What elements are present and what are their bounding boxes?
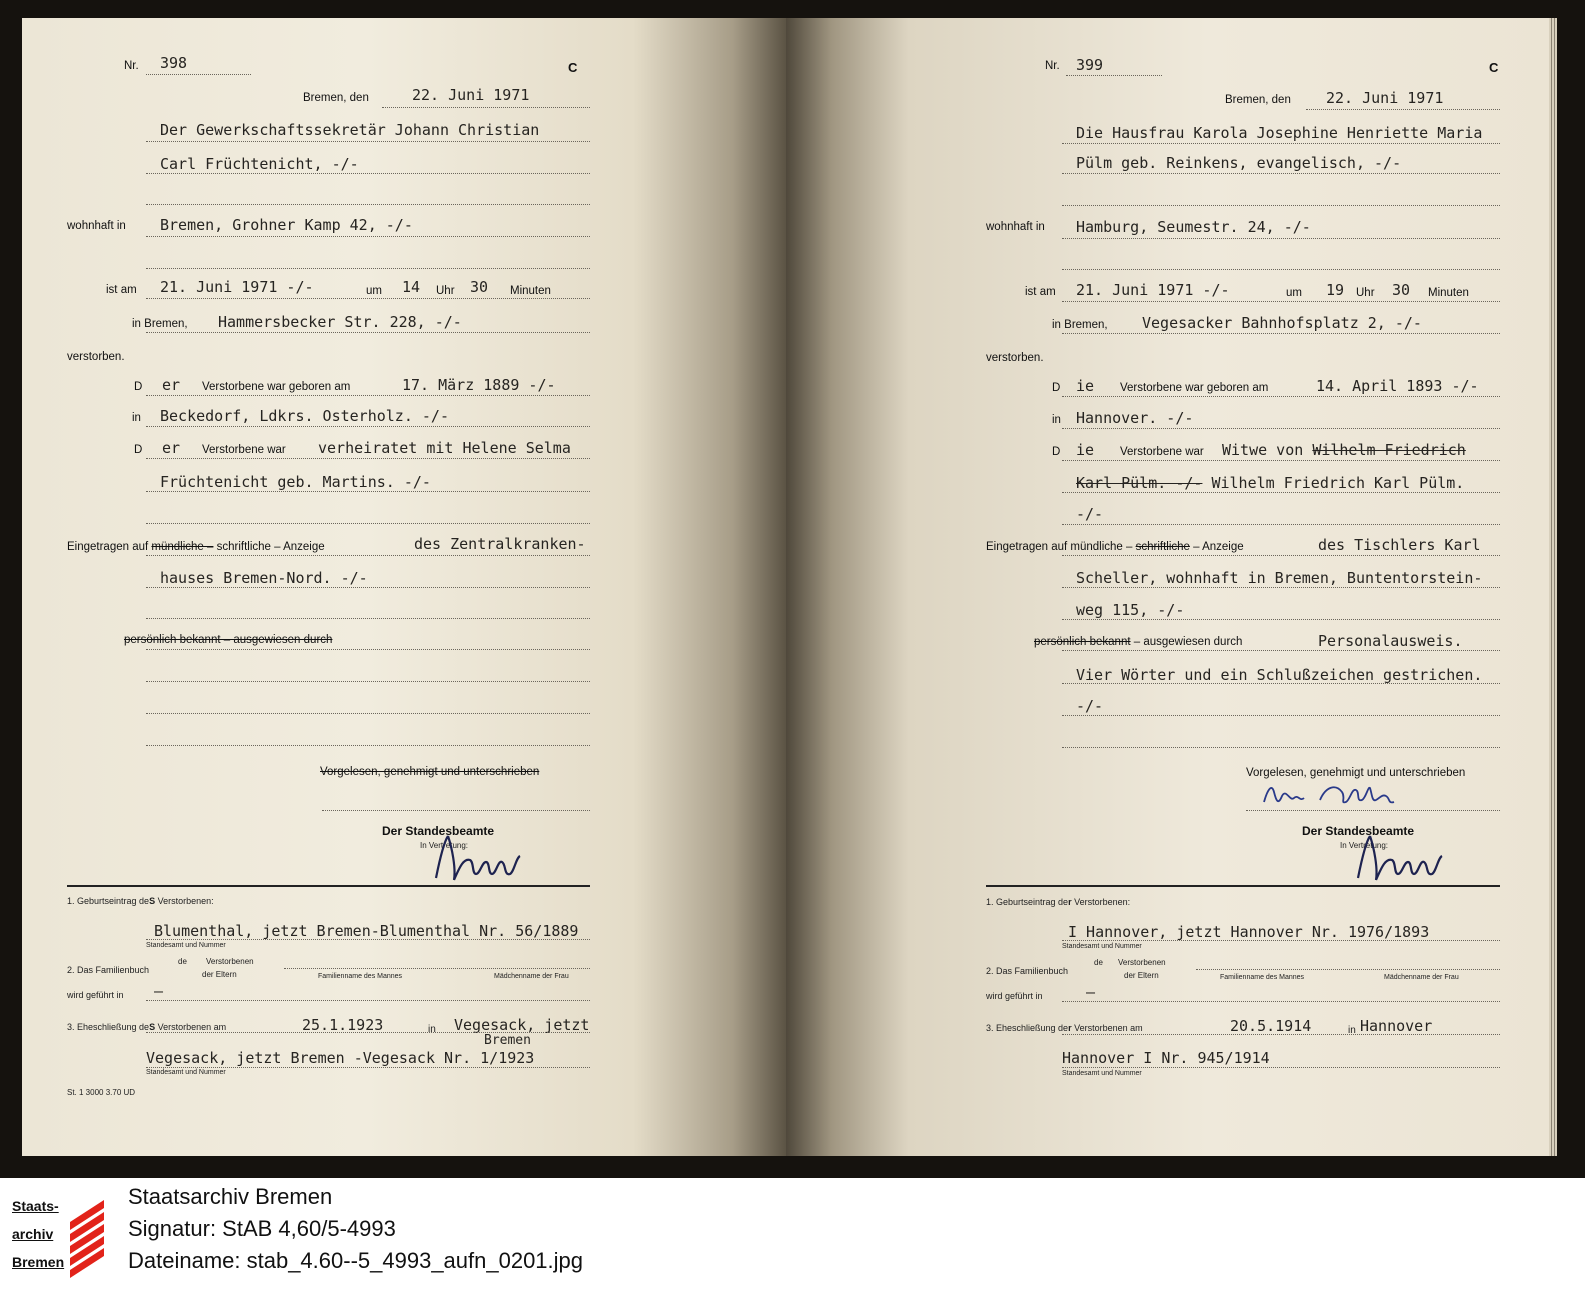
familienbuch-label: 2. Das Familienbuch: [67, 965, 150, 975]
ehe-label: 3. Eheschließung der Verstorbenen am: [986, 1023, 1143, 1033]
note-line-1: Vier Wörter und ein Schlußzeichen gestrichen.: [1076, 666, 1483, 684]
place-date-label: Bremen, den: [1225, 94, 1291, 106]
person-line-1: Der Gewerkschaftssekretär Johann Christian: [160, 121, 540, 139]
vertretung-label: In Vertretung:: [420, 841, 469, 850]
standesbeamte-title: Der Standesbeamte: [1302, 824, 1415, 838]
um-label: um: [366, 285, 382, 297]
born-label: Verstorbene war geboren am: [202, 381, 351, 393]
nr-label: Nr.: [124, 60, 139, 72]
maedchenname-label: Mädchenname der Frau: [1384, 974, 1459, 981]
page-marker: C: [1489, 60, 1499, 75]
death-hour: 19: [1326, 281, 1345, 299]
death-place: Hammersbecker Str. 228, -/-: [218, 313, 462, 331]
death-hour: 14: [402, 278, 421, 296]
logo-text-2: archiv: [12, 1226, 54, 1242]
death-date: 21. Juni 1971 -/-: [1076, 281, 1230, 299]
bekannt-line: persönlich bekannt – ausgewiesen durch: [1034, 636, 1243, 648]
wohnhaft-label: wohnhaft in: [67, 220, 126, 232]
ehe-place: Vegesack, jetzt: [454, 1016, 590, 1034]
anzeige-line-1: des Tischlers Karl: [1318, 536, 1481, 554]
vertretung-label: In Vertretung:: [1340, 841, 1389, 850]
ehe-entry: Hannover I Nr. 945/1914: [1062, 1049, 1270, 1067]
gender-suffix-2: er: [162, 439, 181, 457]
geburt-entry: I Hannover, jetzt Hannover Nr. 1976/1893: [1068, 923, 1430, 941]
record-date: 22. Juni 1971: [412, 86, 530, 104]
married-label: Verstorbene war: [1120, 446, 1204, 458]
married-line-3: -/-: [1076, 505, 1104, 523]
ehe-label: 3. Eheschließung deS Verstorbenen am: [67, 1022, 227, 1032]
registrar-signature: [1352, 828, 1452, 888]
entry-number: 398: [160, 54, 188, 72]
ehe-place-2: Bremen: [484, 1033, 531, 1048]
file-name: Dateiname: stab_4.60--5_4993_aufn_0201.jpg: [128, 1248, 584, 1273]
in-bremen-label: in Bremen,: [1052, 319, 1108, 331]
d-label-1: D: [134, 381, 143, 393]
standesamt-label-1: Standesamt und Nummer: [1062, 943, 1142, 950]
maedchenname-label: Mädchenname der Frau: [494, 973, 569, 980]
vorgelesen-line: Vorgelesen, genehmigt und unterschrieben: [320, 766, 540, 778]
in-label: in: [1052, 414, 1061, 426]
der-eltern-label: der Eltern: [1124, 971, 1159, 980]
birth-place: Beckedorf, Ldkrs. Osterholz. -/-: [160, 407, 449, 425]
birth-date: 14. April 1893 -/-: [1316, 377, 1479, 395]
right-page: [786, 18, 1552, 1156]
ehe-date: 20.5.1914: [1230, 1017, 1312, 1035]
standesbeamte-title: Der Standesbeamte: [382, 824, 495, 838]
standesamt-label-1: Standesamt und Nummer: [146, 942, 226, 949]
archive-name: Staatsarchiv Bremen: [128, 1184, 333, 1209]
der-eltern-label: der Eltern: [202, 970, 237, 979]
gender-suffix-2: ie: [1076, 441, 1095, 459]
death-date: 21. Juni 1971 -/-: [160, 278, 314, 296]
gefuehrt-value: –: [154, 982, 164, 1000]
married-line-2: Früchtenicht geb. Martins. -/-: [160, 473, 431, 491]
anzeige-line-2: hauses Bremen-Nord. -/-: [160, 569, 368, 587]
page-marker: C: [568, 60, 578, 75]
married-label: Verstorbene war: [202, 444, 286, 456]
ehe-place: Hannover: [1360, 1017, 1433, 1035]
staatsarchiv-logo: [10, 1196, 106, 1278]
gender-suffix-1: ie: [1076, 377, 1095, 395]
logo-text-1: Staats-: [12, 1198, 59, 1214]
familienname-mann-label: Familienname des Mannes: [1220, 974, 1305, 981]
archive-footer: [0, 1178, 1585, 1300]
death-minute: 30: [470, 278, 489, 296]
uhr-label: Uhr: [436, 285, 455, 297]
ehe-in-label: in: [428, 1024, 436, 1035]
signature-ref: Signatur: StAB 4,60/5-4993: [128, 1216, 396, 1241]
anzeige-line-1: des Zentralkranken-: [414, 535, 586, 553]
anzeige-line-3: weg 115, -/-: [1076, 601, 1185, 619]
d-label-1: D: [1052, 382, 1061, 394]
left-page: [22, 18, 786, 1156]
ehe-date: 25.1.1923: [302, 1016, 384, 1034]
ehe-entry: Vegesack, jetzt Bremen -Vegesack Nr. 1/1923: [146, 1049, 535, 1067]
verstorben-label: verstorben.: [67, 351, 125, 363]
standesamt-label-2: Standesamt und Nummer: [1062, 1070, 1142, 1077]
verstorbenen-label: Verstorbenen: [206, 957, 254, 966]
ist-am-label: ist am: [106, 284, 137, 296]
ist-am-label: ist am: [1025, 286, 1056, 298]
standesamt-label-2: Standesamt und Nummer: [146, 1069, 226, 1076]
geburt-entry: Blumenthal, jetzt Bremen-Blumenthal Nr. 56/1889: [154, 922, 579, 940]
person-line-2: Pülm geb. Reinkens, evangelisch, -/-: [1076, 154, 1402, 172]
in-label: in: [132, 412, 141, 424]
married-line-2: Karl Pülm. -/- Wilhelm Friedrich Karl Pülm.: [1076, 474, 1465, 492]
geburt-label: 1. Geburtseintrag der Verstorbenen:: [986, 897, 1131, 907]
death-place: Vegesacker Bahnhofsplatz 2, -/-: [1142, 314, 1422, 332]
person-line-2: Carl Früchtenicht, -/-: [160, 155, 359, 173]
minuten-label: Minuten: [1428, 287, 1469, 299]
anzeige-line-2: Scheller, wohnhaft in Bremen, Buntentorstein-: [1076, 569, 1483, 587]
vorgelesen-line: Vorgelesen, genehmigt und unterschrieben: [1246, 767, 1466, 779]
entry-number: 399: [1076, 56, 1104, 74]
geburt-label: 1. Geburtseintrag deS Verstorbenen:: [67, 896, 214, 906]
verstorbenen-label: Verstorbenen: [1118, 958, 1166, 967]
residence: Bremen, Grohner Kamp 42, -/-: [160, 216, 413, 234]
birth-date: 17. März 1889 -/-: [402, 376, 556, 394]
note-line-2: -/-: [1076, 697, 1104, 715]
d-label-2: D: [1052, 446, 1061, 458]
wohnhaft-label: wohnhaft in: [986, 221, 1045, 233]
married-line-1: verheiratet mit Helene Selma: [318, 439, 571, 457]
uhr-label: Uhr: [1356, 287, 1375, 299]
form-code: St. 1 3000 3.70 UD: [67, 1088, 136, 1097]
gefuehrt-label: wird geführt in: [67, 990, 124, 1000]
de-label: de: [1094, 958, 1103, 967]
minuten-label: Minuten: [510, 285, 551, 297]
gefuehrt-value: –: [1086, 983, 1096, 1001]
gefuehrt-label: wird geführt in: [986, 991, 1043, 1001]
born-label: Verstorbene war geboren am: [1120, 382, 1269, 394]
record-date: 22. Juni 1971: [1326, 89, 1444, 107]
logo-text-3: Bremen: [12, 1254, 65, 1270]
de-label: de: [178, 957, 187, 966]
informant-signature: [1256, 778, 1446, 814]
ausweis: Personalausweis.: [1318, 632, 1463, 650]
gender-suffix-1: er: [162, 376, 181, 394]
um-label: um: [1286, 287, 1302, 299]
death-minute: 30: [1392, 281, 1411, 299]
nr-label: Nr.: [1045, 60, 1060, 72]
married-line-1: Witwe von Wilhelm Friedrich: [1222, 441, 1466, 459]
eingetragen-label: Eingetragen auf mündliche – schriftliche – Anzeige: [67, 541, 325, 553]
d-label-2: D: [134, 444, 143, 456]
person-line-1: Die Hausfrau Karola Josephine Henriette Maria: [1076, 124, 1483, 142]
eingetragen-label: Eingetragen auf mündliche – schriftliche – Anzeige: [986, 541, 1244, 553]
registrar-signature: [430, 828, 530, 888]
birth-place: Hannover. -/-: [1076, 409, 1194, 427]
familienname-mann-label: Familienname des Mannes: [318, 973, 403, 980]
bekannt-line: persönlich bekannt – ausgewiesen durch: [124, 634, 333, 646]
residence: Hamburg, Seumestr. 24, -/-: [1076, 218, 1311, 236]
place-date-label: Bremen, den: [303, 92, 369, 104]
ehe-in-label: in: [1348, 1025, 1356, 1036]
verstorben-label: verstorben.: [986, 352, 1044, 364]
familienbuch-label: 2. Das Familienbuch: [986, 966, 1069, 976]
page-stack-edge: [1549, 18, 1557, 1156]
in-bremen-label: in Bremen,: [132, 318, 188, 330]
